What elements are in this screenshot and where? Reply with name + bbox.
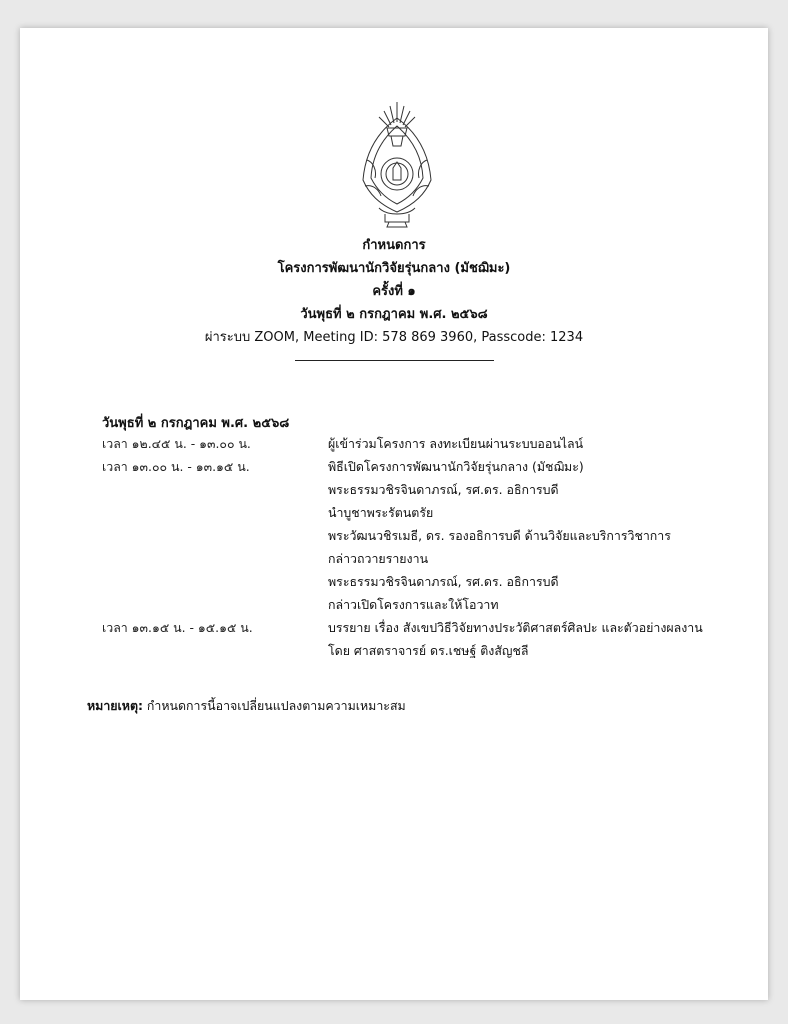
document-header	[20, 234, 768, 349]
schedule-date-heading: วันพุธที่ ๒ กรกฎาคม พ.ศ. ๒๕๖๘	[102, 416, 290, 431]
schedule-line: พระธรรมวชิรจินดาภรณ์, รศ.ดร. อธิการบดี	[328, 482, 559, 497]
header-divider	[295, 360, 494, 361]
schedule-line: พระวัฒนวชิรเมธี, ดร. รองอธิการบดี ด้านวิจัยและบริการวิชาการ	[328, 528, 671, 543]
schedule-row	[102, 455, 742, 616]
meeting-platform: ผ่าระบบ ZOOM, Meeting ID: 578 869 3960, Passcode: 1234	[204, 330, 584, 345]
schedule-details	[328, 432, 742, 455]
schedule-details	[328, 616, 742, 662]
schedule-time: เวลา ๑๓.๐๐ น. - ๑๓.๑๕ น.	[102, 459, 250, 474]
footnote	[87, 697, 406, 716]
schedule-time: เวลา ๑๒.๔๕ น. - ๑๓.๐๐ น.	[102, 436, 251, 451]
schedule-line: กล่าวถวายรายงาน	[328, 551, 429, 566]
footnote-label: หมายเหตุ:	[87, 698, 143, 713]
schedule-line: พิธีเปิดโครงการพัฒนานักวิจัยรุ่นกลาง (มัชฌิมะ)	[328, 459, 584, 474]
schedule-details	[328, 455, 742, 616]
document-page	[20, 28, 768, 1000]
schedule-line: โดย ศาสตราจารย์ ดร.เชษฐ์ ติงสัญชลี	[328, 643, 529, 658]
schedule-row	[102, 432, 742, 455]
project-name: โครงการพัฒนานักวิจัยรุ่นกลาง (มัชฌิมะ)	[277, 261, 511, 276]
schedule-table	[102, 432, 742, 662]
schedule-line: นำบูชาพระรัตนตรัย	[328, 505, 434, 520]
schedule-line: ผู้เข้าร่วมโครงการ ลงทะเบียนผ่านระบบออนไลน์	[328, 436, 584, 451]
event-date: วันพุธที่ ๒ กรกฎาคม พ.ศ. ๒๕๖๘	[300, 307, 488, 322]
footnote-text: กำหนดการนี้อาจเปลี่ยนแปลงตามความเหมาะสม	[142, 698, 406, 713]
university-emblem-icon	[357, 100, 437, 228]
schedule-line: บรรยาย เรื่อง สังเขปวิธีวิจัยทางประวัติศาสตร์ศิลปะ และตัวอย่างผลงาน	[328, 620, 703, 635]
schedule-line: กล่าวเปิดโครงการและให้โอวาท	[328, 597, 499, 612]
schedule-row	[102, 616, 742, 662]
schedule-time: เวลา ๑๓.๑๕ น. - ๑๕.๑๕ น.	[102, 620, 253, 635]
schedule-line: พระธรรมวชิรจินดาภรณ์, รศ.ดร. อธิการบดี	[328, 574, 559, 589]
document-title: กำหนดการ	[362, 238, 426, 253]
session-number: ครั้งที่ ๑	[372, 284, 416, 299]
